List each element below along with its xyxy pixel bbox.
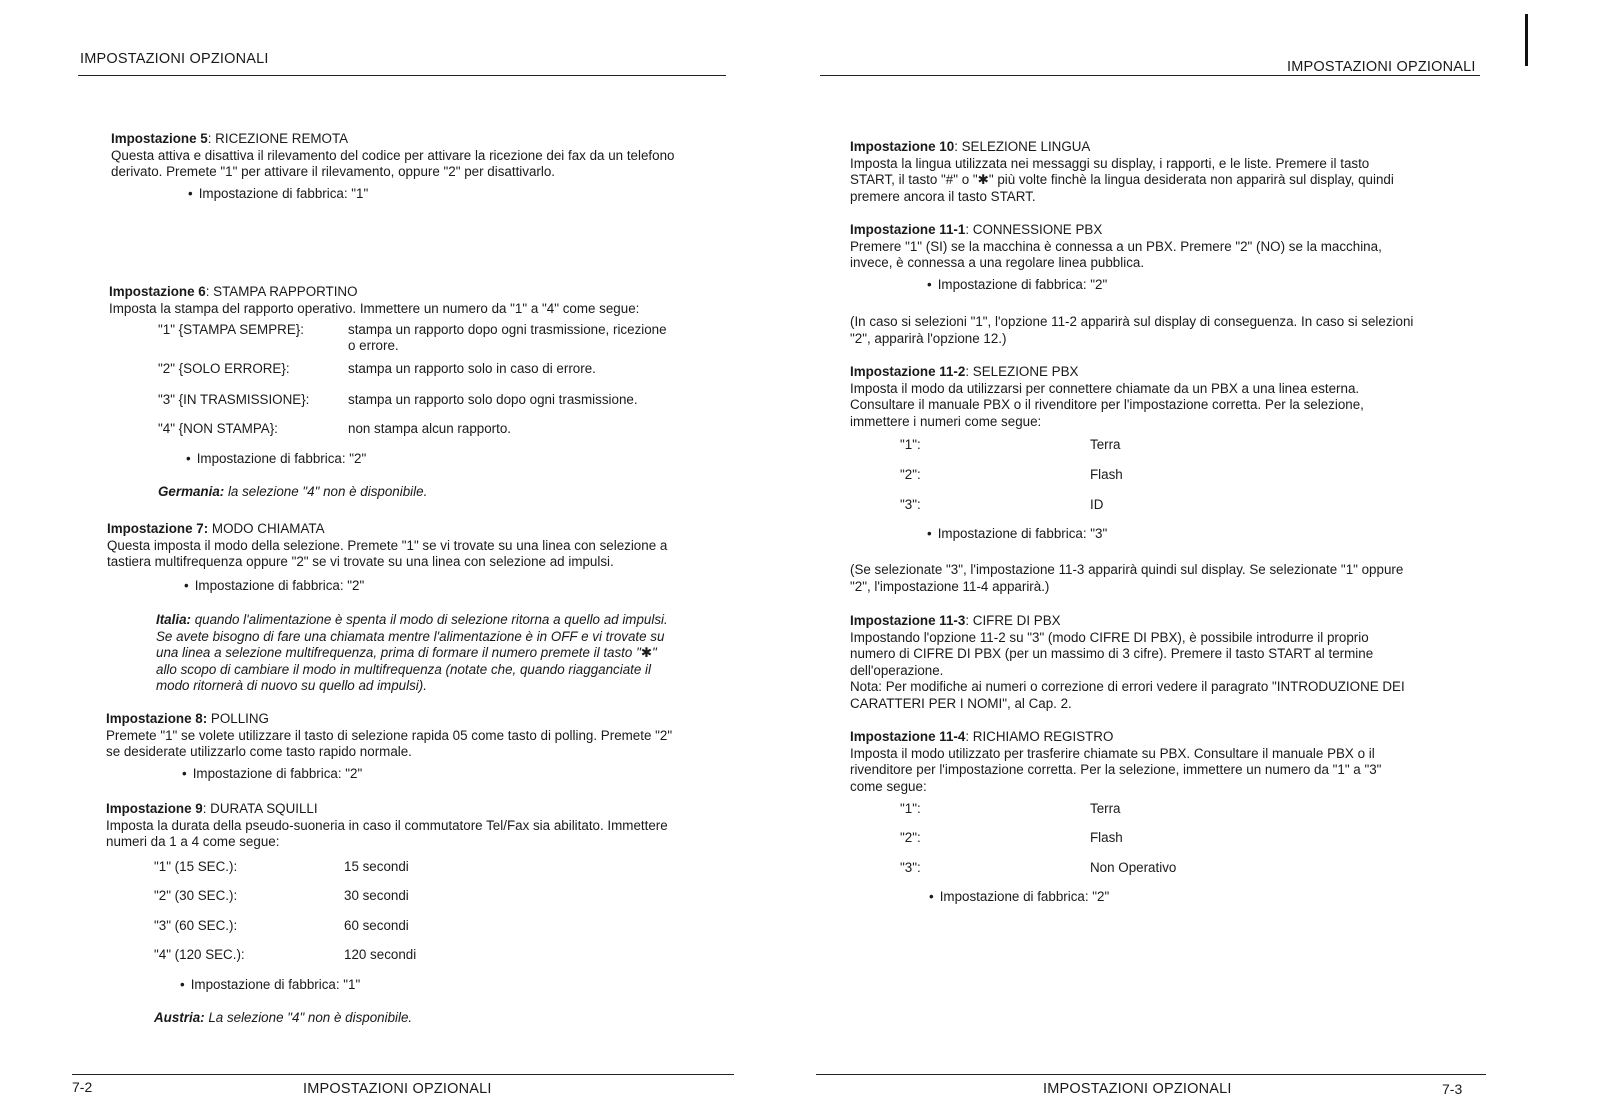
section-title: : DURATA SQUILLI bbox=[202, 801, 318, 816]
option-key: "1" {STAMPA SEMPRE}: bbox=[158, 322, 304, 337]
option-key: "2": bbox=[900, 830, 921, 845]
option-key: "1": bbox=[900, 437, 921, 452]
option-value: stampa un rapporto dopo ogni trasmissione, ricezione bbox=[348, 322, 667, 337]
paragraph-line: CARATTERI PER I NOMI", al Cap. 2. bbox=[850, 695, 1072, 711]
paragraph-line: derivato. Premete "1" per attivare il rilevamento, oppure "2" per disattivarlo. bbox=[111, 164, 556, 179]
country-note bbox=[158, 484, 427, 501]
section-label: Impostazione 11-1 bbox=[850, 222, 966, 237]
option-key: "2" (30 SEC.): bbox=[154, 888, 238, 903]
paragraph-line: come segue: bbox=[850, 778, 927, 794]
option-key: "4" {NON STAMPA}: bbox=[158, 421, 278, 436]
option-value: 30 secondi bbox=[344, 888, 409, 903]
paragraph-line: immettere i numeri come segue: bbox=[850, 413, 1042, 429]
country-note bbox=[156, 612, 668, 695]
left-page bbox=[0, 0, 790, 1119]
section-label: Impostazione 10 bbox=[850, 139, 955, 154]
option-key: "1": bbox=[900, 801, 921, 816]
option-value: 120 secondi bbox=[344, 947, 417, 962]
option-key: "3" (60 SEC.): bbox=[154, 918, 238, 933]
option-value: Flash bbox=[1090, 830, 1123, 845]
option-value: Flash bbox=[1090, 467, 1123, 482]
paragraph-line: tastiera multifrequenza oppure "2" se vi trovate su una linea con selezione ad impulsi. bbox=[107, 554, 614, 569]
section-label: Impostazione 11-3 bbox=[850, 613, 966, 628]
paragraph-note bbox=[850, 562, 1403, 595]
paragraph-line: numero di CIFRE DI PBX (per un massimo di 3 cifre). Premere il tasto START al termine bbox=[850, 646, 1374, 661]
paragraph-line: (In caso si selezioni "1", l'opzione 11-2 apparirà sul display di conseguenza. In caso si selezioni bbox=[850, 314, 1414, 329]
page-footer: IMPOSTAZIONI OPZIONALI bbox=[303, 1081, 492, 1097]
section-impostazione-6 bbox=[109, 284, 639, 317]
paragraph-line: Imposta la stampa del rapporto operativo. Immettere un numero da "1" a "4" come segue: bbox=[109, 300, 640, 316]
factory-setting: • Impostazione di fabbrica: "1" bbox=[188, 186, 368, 203]
option-key: "2" {SOLO ERRORE}: bbox=[158, 361, 290, 376]
section-title: POLLING bbox=[207, 711, 269, 726]
section-impostazione-9 bbox=[106, 801, 668, 851]
paragraph-line: Imposta la durata della pseudo-suoneria in caso il commutatore Tel/Fax sia abilitato. Immettere bbox=[106, 817, 668, 833]
footer-rule bbox=[72, 1074, 734, 1075]
section-title: : STAMPA RAPPORTINO bbox=[205, 284, 358, 299]
option-value: Non Operativo bbox=[1090, 860, 1177, 875]
option-value: Terra bbox=[1090, 437, 1121, 452]
option-value: Terra bbox=[1090, 801, 1121, 816]
paragraph-line: "2", apparirà l'opzione 12.) bbox=[850, 330, 1007, 346]
paragraph-line: rivenditore per l'impostazione corretta. Per la selezione, immettere un numero da "1" a "3" bbox=[850, 762, 1382, 777]
paragraph-line: Questa imposta il modo della selezione. Premete "1" se vi trovate su una linea con selezione a bbox=[107, 537, 668, 553]
option-value: 15 secondi bbox=[344, 859, 409, 874]
factory-setting: • Impostazione di fabbrica: "1" bbox=[180, 977, 360, 994]
factory-setting: • Impostazione di fabbrica: "2" bbox=[186, 451, 366, 468]
section-impostazione-8 bbox=[106, 711, 672, 761]
section-label: Impostazione 9 bbox=[106, 801, 203, 816]
page-header: IMPOSTAZIONI OPZIONALI bbox=[80, 51, 269, 67]
factory-setting: • Impostazione di fabbrica: "2" bbox=[929, 889, 1109, 906]
section-title: MODO CHIAMATA bbox=[208, 521, 325, 536]
section-title: : RICHIAMO REGISTRO bbox=[965, 729, 1114, 744]
paragraph-line: Nota: Per modifiche ai numeri o correzione di errori vedere il paragrato "INTRODUZIONE DEI bbox=[850, 679, 1405, 694]
section-impostazione-11-2 bbox=[850, 364, 1364, 430]
section-label: Impostazione 11-2 bbox=[850, 364, 966, 379]
option-key: "3": bbox=[900, 860, 921, 875]
paragraph-line: numeri da 1 a 4 come segue: bbox=[106, 834, 280, 849]
page-number: 7-2 bbox=[72, 1079, 93, 1095]
section-impostazione-11-4 bbox=[850, 729, 1381, 795]
section-impostazione-10 bbox=[850, 139, 1394, 205]
section-title: : RICEZIONE REMOTA bbox=[207, 131, 349, 146]
paragraph-line: se desiderate utilizzarlo come tasto rapido normale. bbox=[106, 744, 412, 759]
section-label: Impostazione 11-4 bbox=[850, 729, 966, 744]
paragraph-line: Imposta la lingua utilizzata nei messaggi su display, i rapporti, e le liste. Premere il tasto bbox=[850, 155, 1370, 171]
factory-setting: • Impostazione di fabbrica: "2" bbox=[184, 578, 364, 595]
page-footer: IMPOSTAZIONI OPZIONALI bbox=[1043, 1081, 1232, 1097]
paragraph-line: Premere "1" (SI) se la macchina è connessa a un PBX. Premere "2" (NO) se la macchina, bbox=[850, 238, 1382, 254]
edge-mark bbox=[1525, 14, 1528, 66]
note-text: modo ritornerà di nuovo su quello ad impulsi). bbox=[156, 678, 427, 693]
page-number: 7-3 bbox=[1442, 1081, 1463, 1097]
option-value: stampa un rapporto solo in caso di errore. bbox=[348, 361, 596, 376]
header-rule bbox=[78, 75, 726, 76]
section-label: Impostazione 7: bbox=[107, 521, 209, 536]
section-impostazione-11-3 bbox=[850, 613, 1405, 712]
paragraph-line: Consultare il manuale PBX o il rivenditore per l'impostazione corretta. Per la selezione, bbox=[850, 397, 1364, 412]
option-value: stampa un rapporto solo dopo ogni trasmissione. bbox=[348, 392, 638, 407]
paragraph-line: Imposta il modo da utilizzarsi per connettere chiamate da un PBX a una linea esterna. bbox=[850, 380, 1360, 396]
note-text: allo scopo di cambiare il modo in multifrequenza (notate che, quando riagganciate il bbox=[156, 661, 652, 677]
section-label: Impostazione 8: bbox=[106, 711, 208, 726]
factory-setting: • Impostazione di fabbrica: "2" bbox=[927, 277, 1107, 294]
option-key: "3": bbox=[900, 497, 921, 512]
paragraph-line: Imposta il modo utilizzato per trasferire chiamate su PBX. Consultare il manuale PBX o il bbox=[850, 745, 1375, 761]
right-page bbox=[800, 0, 1600, 1119]
note-label: Italia: bbox=[156, 612, 191, 627]
factory-setting: • Impostazione di fabbrica: "3" bbox=[927, 526, 1107, 543]
option-key: "4" (120 SEC.): bbox=[154, 947, 245, 962]
note-text: la selezione "4" non è disponibile. bbox=[224, 484, 428, 499]
paragraph-line: dell'operazione. bbox=[850, 662, 944, 678]
footer-rule bbox=[816, 1074, 1486, 1075]
paragraph-line: Premete "1" se volete utilizzare il tasto di selezione rapida 05 come tasto di polling. Premete "2" bbox=[106, 727, 673, 743]
option-value: o errore. bbox=[348, 338, 399, 353]
paragraph-line: START, il tasto "#" o "✱" più volte finchè la lingua desiderata non apparirà sul display, quindi bbox=[850, 172, 1394, 187]
country-note bbox=[154, 1010, 412, 1027]
section-impostazione-11-1 bbox=[850, 222, 1382, 272]
option-value: ID bbox=[1090, 497, 1104, 512]
option-key: "2": bbox=[900, 467, 921, 482]
option-value: 60 secondi bbox=[344, 918, 409, 933]
paragraph-line: premere ancora il tasto START. bbox=[850, 188, 1036, 204]
section-title: : CONNESSIONE PBX bbox=[965, 222, 1103, 237]
paragraph-line: (Se selezionate "3", l'impostazione 11-3 apparirà quindi sul display. Se selezionate "1" oppure bbox=[850, 562, 1404, 577]
note-label: Austria: bbox=[154, 1010, 205, 1025]
section-title: : SELEZIONE PBX bbox=[965, 364, 1079, 379]
factory-setting: • Impostazione di fabbrica: "2" bbox=[182, 766, 362, 783]
section-label: Impostazione 5 bbox=[111, 131, 208, 146]
note-text: Se avete bisogno di fare una chiamata mentre l'alimentazione è in OFF e vi trovate su bbox=[156, 628, 665, 644]
page-header: IMPOSTAZIONI OPZIONALI bbox=[1287, 59, 1476, 75]
paragraph-line: Questa attiva e disattiva il rilevamento del codice per attivare la ricezione dei fax da un telefono bbox=[111, 147, 675, 163]
option-key: "1" (15 SEC.): bbox=[154, 859, 238, 874]
note-label: Germania: bbox=[158, 484, 225, 499]
section-title: : SELEZIONE LINGUA bbox=[954, 139, 1091, 154]
note-text: La selezione "4" non è disponibile. bbox=[204, 1010, 413, 1025]
paragraph-note bbox=[850, 314, 1413, 347]
option-value: non stampa alcun rapporto. bbox=[348, 421, 512, 436]
option-key: "3" {IN TRASMISSIONE}: bbox=[158, 392, 310, 407]
section-impostazione-7 bbox=[107, 521, 667, 571]
section-impostazione-5 bbox=[111, 131, 674, 181]
paragraph-line: Impostando l'opzione 11-2 su "3" (modo CIFRE DI PBX), è possibile introdurre il proprio bbox=[850, 629, 1369, 645]
note-text: quando l'alimentazione è spenta il modo di selezione ritorna a quello ad impulsi. bbox=[190, 612, 668, 627]
section-label: Impostazione 6 bbox=[109, 284, 206, 299]
section-title: : CIFRE DI PBX bbox=[965, 613, 1061, 628]
note-text: una linea a selezione multifrequenza, prima di formare il numero premete il tasto "✱" bbox=[156, 645, 657, 660]
paragraph-line: invece, è connessa a una regolare linea pubblica. bbox=[850, 255, 1145, 270]
paragraph-line: "2", l'impostazione 11-4 apparirà.) bbox=[850, 578, 1050, 594]
